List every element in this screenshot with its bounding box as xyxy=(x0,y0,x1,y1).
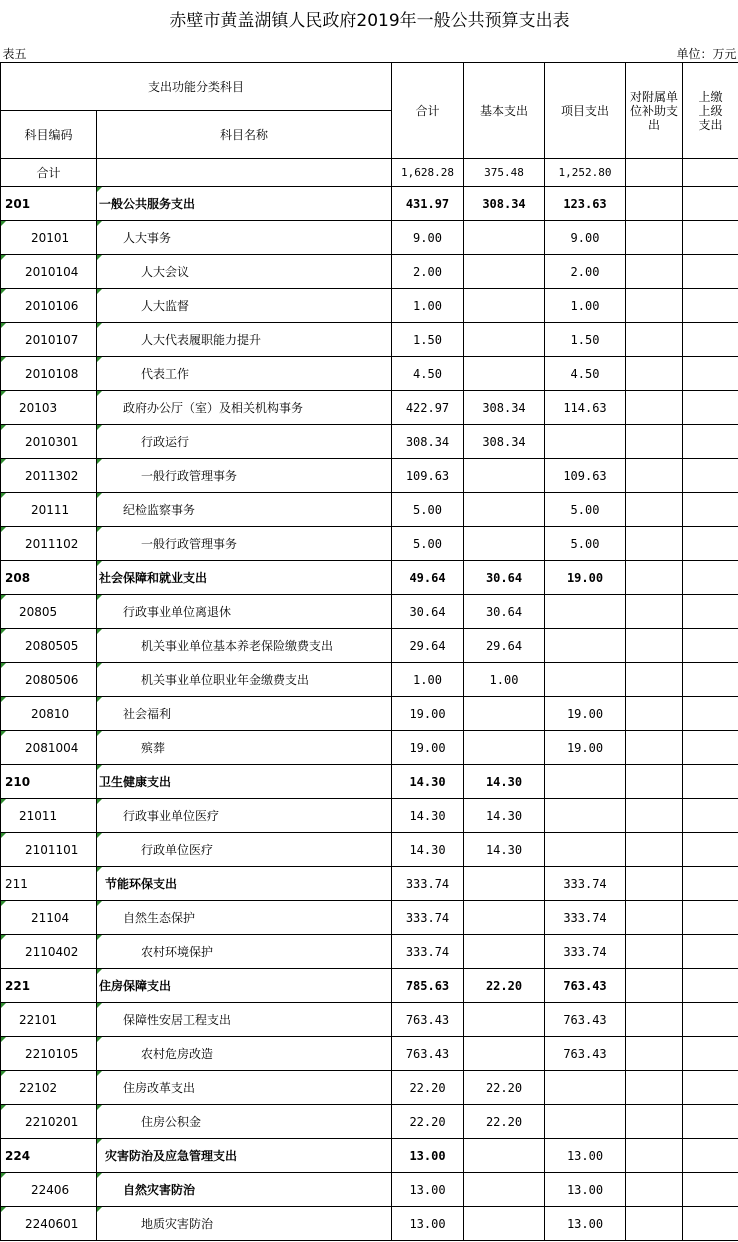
amount-basic: 308.34 xyxy=(464,187,545,221)
amount-basic xyxy=(464,697,545,731)
subject-code: 201 xyxy=(1,187,97,221)
amount-basic: 22.20 xyxy=(464,969,545,1003)
amount-upper xyxy=(683,1173,738,1207)
table-row xyxy=(1,289,738,323)
subject-code: 2240601 xyxy=(1,1207,97,1241)
table-row xyxy=(1,1003,738,1037)
amount-upper xyxy=(683,1207,738,1241)
amount-upper xyxy=(683,221,738,255)
amount-project: 763.43 xyxy=(545,969,626,1003)
subject-name: 社会福利 xyxy=(97,697,392,731)
table-row xyxy=(1,663,738,697)
amount-upper xyxy=(683,595,738,629)
amount-total: 763.43 xyxy=(392,1037,464,1071)
amount-subsidy xyxy=(626,697,683,731)
amount-subsidy xyxy=(626,1071,683,1105)
header-upper: 上缴上级支出 xyxy=(683,63,738,159)
subject-code: 2210201 xyxy=(1,1105,97,1139)
amount-upper xyxy=(683,459,738,493)
amount-subsidy xyxy=(626,1003,683,1037)
amount-upper xyxy=(683,833,738,867)
subject-name: 行政单位医疗 xyxy=(97,833,392,867)
amount-subsidy xyxy=(626,323,683,357)
amount-total: 308.34 xyxy=(392,425,464,459)
subject-name: 人大监督 xyxy=(97,289,392,323)
amount-subsidy xyxy=(626,867,683,901)
amount-subsidy xyxy=(626,663,683,697)
amount-basic xyxy=(464,1139,545,1173)
amount-total: 1.50 xyxy=(392,323,464,357)
subject-name: 自然生态保护 xyxy=(97,901,392,935)
amount-upper xyxy=(683,765,738,799)
amount-upper xyxy=(683,1139,738,1173)
subject-name: 节能环保支出 xyxy=(97,867,392,901)
amount-subsidy xyxy=(626,1105,683,1139)
amount-project: 114.63 xyxy=(545,391,626,425)
subject-code: 2011302 xyxy=(1,459,97,493)
amount-upper xyxy=(683,255,738,289)
page-title: 赤壁市黄盖湖镇人民政府2019年一般公共预算支出表 xyxy=(169,10,570,31)
amount-total: 13.00 xyxy=(392,1207,464,1241)
table-row xyxy=(1,1139,738,1173)
subject-name: 人大事务 xyxy=(97,221,392,255)
amount-basic xyxy=(464,1037,545,1071)
amount-total: 109.63 xyxy=(392,459,464,493)
amount-subsidy xyxy=(626,1207,683,1241)
amount-upper xyxy=(683,799,738,833)
amount-basic: 308.34 xyxy=(464,391,545,425)
subject-code: 20101 xyxy=(1,221,97,255)
amount-subsidy xyxy=(626,969,683,1003)
table-row xyxy=(1,527,738,561)
amount-project xyxy=(545,663,626,697)
amount-total: 785.63 xyxy=(392,969,464,1003)
header-basic: 基本支出 xyxy=(464,63,545,159)
amount-subsidy xyxy=(626,901,683,935)
amount-basic xyxy=(464,221,545,255)
amount-total: 2.00 xyxy=(392,255,464,289)
amount-project: 1.50 xyxy=(545,323,626,357)
subject-name: 行政事业单位医疗 xyxy=(97,799,392,833)
table-row xyxy=(1,969,738,1003)
table-row xyxy=(1,867,738,901)
amount-project xyxy=(545,629,626,663)
amount-total: 1.00 xyxy=(392,289,464,323)
subject-name: 纪检监察事务 xyxy=(97,493,392,527)
table-row xyxy=(1,255,738,289)
amount-total: 14.30 xyxy=(392,833,464,867)
subject-code: 22102 xyxy=(1,1071,97,1105)
table-row xyxy=(1,731,738,765)
amount-total: 14.30 xyxy=(392,799,464,833)
amount-total: 4.50 xyxy=(392,357,464,391)
amount-subsidy xyxy=(626,765,683,799)
amount-subsidy xyxy=(626,493,683,527)
amount-total: 422.97 xyxy=(392,391,464,425)
subject-code: 20103 xyxy=(1,391,97,425)
table-row xyxy=(1,697,738,731)
subject-code: 2081004 xyxy=(1,731,97,765)
amount-subsidy xyxy=(626,425,683,459)
table-row xyxy=(1,1037,738,1071)
amount-basic: 308.34 xyxy=(464,425,545,459)
amount-basic: 14.30 xyxy=(464,833,545,867)
subject-code: 20810 xyxy=(1,697,97,731)
amount-upper xyxy=(683,527,738,561)
table-row xyxy=(1,1105,738,1139)
subject-name: 行政运行 xyxy=(97,425,392,459)
amount-basic xyxy=(464,255,545,289)
amount-total: 30.64 xyxy=(392,595,464,629)
subject-code: 20805 xyxy=(1,595,97,629)
amount-project: 333.74 xyxy=(545,935,626,969)
amount-upper xyxy=(683,731,738,765)
amount-project: 19.00 xyxy=(545,697,626,731)
amount-project xyxy=(545,1071,626,1105)
amount-project: 13.00 xyxy=(545,1139,626,1173)
amount-subsidy xyxy=(626,221,683,255)
header-category: 支出功能分类科目 xyxy=(1,63,392,111)
amount-project: 13.00 xyxy=(545,1207,626,1241)
amount-basic xyxy=(464,1173,545,1207)
table-row xyxy=(1,1071,738,1105)
amount-total: 22.20 xyxy=(392,1105,464,1139)
subject-code: 2010104 xyxy=(1,255,97,289)
amount-upper xyxy=(683,867,738,901)
amount-total: 763.43 xyxy=(392,1003,464,1037)
subject-name: 住房改革支出 xyxy=(97,1071,392,1105)
subject-name: 社会保障和就业支出 xyxy=(97,561,392,595)
amount-subsidy xyxy=(626,527,683,561)
summary-label: 合计 xyxy=(1,159,97,187)
amount-project xyxy=(545,833,626,867)
amount-project: 333.74 xyxy=(545,867,626,901)
amount-subsidy xyxy=(626,459,683,493)
subject-code: 2080506 xyxy=(1,663,97,697)
amount-upper xyxy=(683,187,738,221)
amount-project xyxy=(545,595,626,629)
amount-project: 2.00 xyxy=(545,255,626,289)
amount-upper xyxy=(683,1003,738,1037)
subject-code: 22101 xyxy=(1,1003,97,1037)
amount-basic: 14.30 xyxy=(464,765,545,799)
subject-code: 2010107 xyxy=(1,323,97,357)
amount-subsidy xyxy=(626,731,683,765)
header-name: 科目名称 xyxy=(97,111,392,159)
subject-name: 保障性安居工程支出 xyxy=(97,1003,392,1037)
amount-project xyxy=(545,765,626,799)
amount-upper xyxy=(683,391,738,425)
amount-total: 19.00 xyxy=(392,731,464,765)
amount-subsidy xyxy=(626,289,683,323)
amount-project xyxy=(545,799,626,833)
amount-basic: 29.64 xyxy=(464,629,545,663)
amount-project: 19.00 xyxy=(545,731,626,765)
subject-code: 211 xyxy=(1,867,97,901)
amount-basic xyxy=(464,935,545,969)
amount-subsidy xyxy=(626,833,683,867)
subject-code: 208 xyxy=(1,561,97,595)
amount-upper xyxy=(683,663,738,697)
subject-code: 2210105 xyxy=(1,1037,97,1071)
subject-code: 2080505 xyxy=(1,629,97,663)
amount-subsidy xyxy=(626,391,683,425)
subject-code: 21104 xyxy=(1,901,97,935)
amount-project: 19.00 xyxy=(545,561,626,595)
amount-subsidy xyxy=(626,629,683,663)
subject-code: 2010106 xyxy=(1,289,97,323)
amount-subsidy xyxy=(626,357,683,391)
subject-name: 一般行政管理事务 xyxy=(97,527,392,561)
amount-project xyxy=(545,425,626,459)
amount-project xyxy=(545,1105,626,1139)
subject-code: 2011102 xyxy=(1,527,97,561)
subject-name: 一般行政管理事务 xyxy=(97,459,392,493)
table-row xyxy=(1,799,738,833)
subject-name: 殡葬 xyxy=(97,731,392,765)
table-row xyxy=(1,1207,738,1241)
subject-code: 22406 xyxy=(1,1173,97,1207)
subject-code: 21011 xyxy=(1,799,97,833)
subject-name: 灾害防治及应急管理支出 xyxy=(97,1139,392,1173)
summary-project: 1,252.80 xyxy=(545,159,626,187)
amount-basic: 30.64 xyxy=(464,561,545,595)
amount-upper xyxy=(683,561,738,595)
subject-name: 农村环境保护 xyxy=(97,935,392,969)
amount-total: 431.97 xyxy=(392,187,464,221)
subject-name: 住房公积金 xyxy=(97,1105,392,1139)
amount-project: 763.43 xyxy=(545,1037,626,1071)
amount-basic xyxy=(464,323,545,357)
subject-code: 221 xyxy=(1,969,97,1003)
amount-subsidy xyxy=(626,1139,683,1173)
subject-name: 卫生健康支出 xyxy=(97,765,392,799)
table-row xyxy=(1,765,738,799)
amount-subsidy xyxy=(626,255,683,289)
amount-subsidy xyxy=(626,799,683,833)
table-row xyxy=(1,561,738,595)
subject-code: 224 xyxy=(1,1139,97,1173)
table-row xyxy=(1,833,738,867)
amount-basic xyxy=(464,1003,545,1037)
table-row xyxy=(1,425,738,459)
amount-subsidy xyxy=(626,935,683,969)
amount-total: 333.74 xyxy=(392,867,464,901)
amount-basic: 22.20 xyxy=(464,1071,545,1105)
subject-name: 行政事业单位离退休 xyxy=(97,595,392,629)
header-total: 合计 xyxy=(392,63,464,159)
amount-total: 49.64 xyxy=(392,561,464,595)
table-row xyxy=(1,595,738,629)
table-row xyxy=(1,357,738,391)
subject-code: 2010301 xyxy=(1,425,97,459)
amount-basic xyxy=(464,527,545,561)
subject-code: 20111 xyxy=(1,493,97,527)
amount-project: 13.00 xyxy=(545,1173,626,1207)
amount-basic xyxy=(464,901,545,935)
header-project: 项目支出 xyxy=(545,63,626,159)
amount-subsidy xyxy=(626,1173,683,1207)
amount-basic: 1.00 xyxy=(464,663,545,697)
amount-subsidy xyxy=(626,1037,683,1071)
amount-basic xyxy=(464,1207,545,1241)
amount-project: 5.00 xyxy=(545,527,626,561)
amount-project: 9.00 xyxy=(545,221,626,255)
amount-basic xyxy=(464,493,545,527)
amount-total: 9.00 xyxy=(392,221,464,255)
subject-name: 地质灾害防治 xyxy=(97,1207,392,1241)
table-row xyxy=(1,391,738,425)
amount-upper xyxy=(683,425,738,459)
amount-total: 19.00 xyxy=(392,697,464,731)
table-row xyxy=(1,323,738,357)
amount-project: 5.00 xyxy=(545,493,626,527)
header-subsidy: 对附属单位补助支出 xyxy=(626,63,683,159)
amount-basic xyxy=(464,731,545,765)
amount-total: 13.00 xyxy=(392,1173,464,1207)
amount-upper xyxy=(683,935,738,969)
amount-upper xyxy=(683,357,738,391)
amount-project: 4.50 xyxy=(545,357,626,391)
subject-name: 机关事业单位基本养老保险缴费支出 xyxy=(97,629,392,663)
subject-name: 一般公共服务支出 xyxy=(97,187,392,221)
amount-subsidy xyxy=(626,187,683,221)
amount-upper xyxy=(683,629,738,663)
amount-basic xyxy=(464,459,545,493)
amount-total: 333.74 xyxy=(392,901,464,935)
amount-upper xyxy=(683,901,738,935)
table-row xyxy=(1,935,738,969)
amount-project: 123.63 xyxy=(545,187,626,221)
subject-code: 2110402 xyxy=(1,935,97,969)
subject-name: 人大代表履职能力提升 xyxy=(97,323,392,357)
subject-name: 住房保障支出 xyxy=(97,969,392,1003)
amount-upper xyxy=(683,289,738,323)
amount-total: 13.00 xyxy=(392,1139,464,1173)
amount-basic: 22.20 xyxy=(464,1105,545,1139)
table-label: 表五 xyxy=(2,47,27,61)
subject-name: 机关事业单位职业年金缴费支出 xyxy=(97,663,392,697)
amount-basic xyxy=(464,357,545,391)
subject-code: 2010108 xyxy=(1,357,97,391)
table-row xyxy=(1,187,738,221)
amount-upper xyxy=(683,1037,738,1071)
amount-basic xyxy=(464,289,545,323)
amount-subsidy xyxy=(626,595,683,629)
amount-project: 333.74 xyxy=(545,901,626,935)
amount-upper xyxy=(683,1105,738,1139)
amount-total: 14.30 xyxy=(392,765,464,799)
amount-upper xyxy=(683,697,738,731)
amount-project: 1.00 xyxy=(545,289,626,323)
subject-name: 人大会议 xyxy=(97,255,392,289)
amount-total: 5.00 xyxy=(392,493,464,527)
table-row xyxy=(1,629,738,663)
amount-project: 763.43 xyxy=(545,1003,626,1037)
table-row xyxy=(1,1173,738,1207)
amount-upper xyxy=(683,493,738,527)
amount-basic: 30.64 xyxy=(464,595,545,629)
amount-upper xyxy=(683,323,738,357)
amount-total: 29.64 xyxy=(392,629,464,663)
subject-code: 210 xyxy=(1,765,97,799)
table-row xyxy=(1,493,738,527)
subject-name: 自然灾害防治 xyxy=(97,1173,392,1207)
amount-basic: 14.30 xyxy=(464,799,545,833)
amount-total: 5.00 xyxy=(392,527,464,561)
amount-upper xyxy=(683,969,738,1003)
amount-total: 1.00 xyxy=(392,663,464,697)
subject-name: 代表工作 xyxy=(97,357,392,391)
table-row xyxy=(1,221,738,255)
summary-basic: 375.48 xyxy=(464,159,545,187)
subject-name: 农村危房改造 xyxy=(97,1037,392,1071)
header-code: 科目编码 xyxy=(1,111,97,159)
table-row xyxy=(1,459,738,493)
subject-name: 政府办公厅（室）及相关机构事务 xyxy=(97,391,392,425)
amount-total: 333.74 xyxy=(392,935,464,969)
subject-code: 2101101 xyxy=(1,833,97,867)
amount-project: 109.63 xyxy=(545,459,626,493)
summary-total: 1,628.28 xyxy=(392,159,464,187)
amount-total: 22.20 xyxy=(392,1071,464,1105)
amount-upper xyxy=(683,1071,738,1105)
amount-basic xyxy=(464,867,545,901)
amount-subsidy xyxy=(626,561,683,595)
unit-label: 单位：万元 xyxy=(676,47,737,61)
table-row xyxy=(1,901,738,935)
